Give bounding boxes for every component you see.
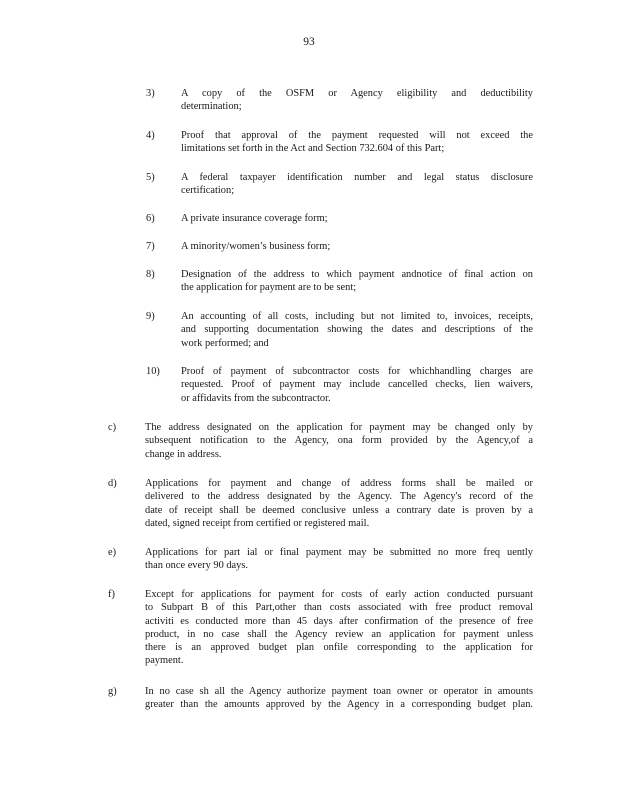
text-line: A federal taxpayer identification number and legal status disclosure	[181, 172, 533, 183]
text-line: change in address.	[145, 448, 222, 460]
text-line: Except for applications for payment for costs of early action conducted pursuant	[145, 589, 533, 600]
text-line: to Subpart B of this Part,other than costs associated with free product removal	[145, 602, 533, 614]
list-marker: c)	[108, 422, 117, 433]
list-text	[181, 365, 533, 405]
text-line: Applications for payment and change of address forms shall be mailed or	[145, 478, 533, 489]
text-line: In no case sh all the Agency authorize payment toan owner or operator in amounts	[145, 686, 533, 697]
text-line: The address designated on the application for payment may be changed only by	[145, 422, 533, 433]
text-line: determination;	[181, 101, 242, 113]
list-marker: g)	[108, 686, 117, 697]
text-line: dated, signed receipt from certified or registered mail.	[145, 517, 370, 529]
text-line: Designation of the address to which payment andnotice of final action on	[181, 269, 533, 280]
text-line: there is an approved budget plan onfile corresponding to the application for	[145, 642, 533, 654]
text-line: A minority/women’s business form;	[181, 241, 331, 252]
list-text	[145, 477, 533, 530]
list-marker: 10)	[146, 366, 160, 377]
list-text	[181, 310, 533, 350]
list-text	[181, 240, 533, 253]
list-marker: 9)	[146, 311, 155, 322]
list-marker: f)	[108, 589, 115, 600]
list-marker: 3)	[146, 88, 155, 99]
text-line: or affidavits from the subcontractor.	[181, 392, 331, 404]
text-line: activiti es conducted more than 45 days after confirmation of the presence of free	[145, 615, 533, 627]
text-line: A copy of the OSFM or Agency eligibility and deductibility	[181, 88, 533, 99]
text-line: certification;	[181, 185, 235, 197]
list-text	[145, 546, 533, 573]
list-text	[181, 268, 533, 295]
text-line: product, in no case shall the Agency review an application for payment unless	[145, 628, 533, 640]
text-line: the application for payment are to be sent;	[181, 282, 357, 294]
list-text	[181, 87, 533, 114]
text-line: work performed; and	[181, 337, 269, 349]
list-text	[145, 588, 533, 668]
list-text	[181, 171, 533, 198]
list-text	[181, 212, 533, 225]
page-number: 93	[303, 36, 315, 48]
text-line: Proof that approval of the payment requested will not exceed the	[181, 130, 533, 141]
text-line: A private insurance coverage form;	[181, 213, 328, 224]
text-line: greater than the amounts approved by the Agency in a corresponding budget plan.	[145, 699, 533, 711]
text-line: Applications for part ial or final payment may be submitted no more freq uently	[145, 547, 533, 558]
text-line: delivered to the address designated by the Agency. The Agency's record of the	[145, 491, 533, 503]
list-marker: 5)	[146, 172, 155, 183]
text-line: limitations set forth in the Act and Section 732.604 of this Part;	[181, 143, 445, 155]
text-line: date of receipt shall be deemed conclusive unless a contrary date is proven by a	[145, 504, 533, 516]
text-line: than once every 90 days.	[145, 560, 249, 572]
list-marker: 7)	[146, 241, 155, 252]
list-text	[145, 685, 533, 712]
list-text	[145, 421, 533, 461]
text-line: Proof of payment of subcontractor costs for whichhandling charges are	[181, 366, 533, 377]
list-marker: e)	[108, 547, 117, 558]
text-line: requested. Proof of payment may include cancelled checks, lien waivers,	[181, 379, 533, 391]
text-line: and supporting documentation showing the dates and descriptions of the	[181, 324, 533, 336]
list-marker: 4)	[146, 130, 155, 141]
list-marker: d)	[108, 478, 117, 489]
list-marker: 6)	[146, 213, 155, 224]
list-text	[181, 129, 533, 156]
text-line: subsequent notification to the Agency, ona form provided by the Agency,of a	[145, 435, 533, 447]
text-line: An accounting of all costs, including but not limited to, invoices, receipts,	[181, 311, 533, 322]
list-marker: 8)	[146, 269, 155, 280]
text-line: payment.	[145, 655, 184, 667]
